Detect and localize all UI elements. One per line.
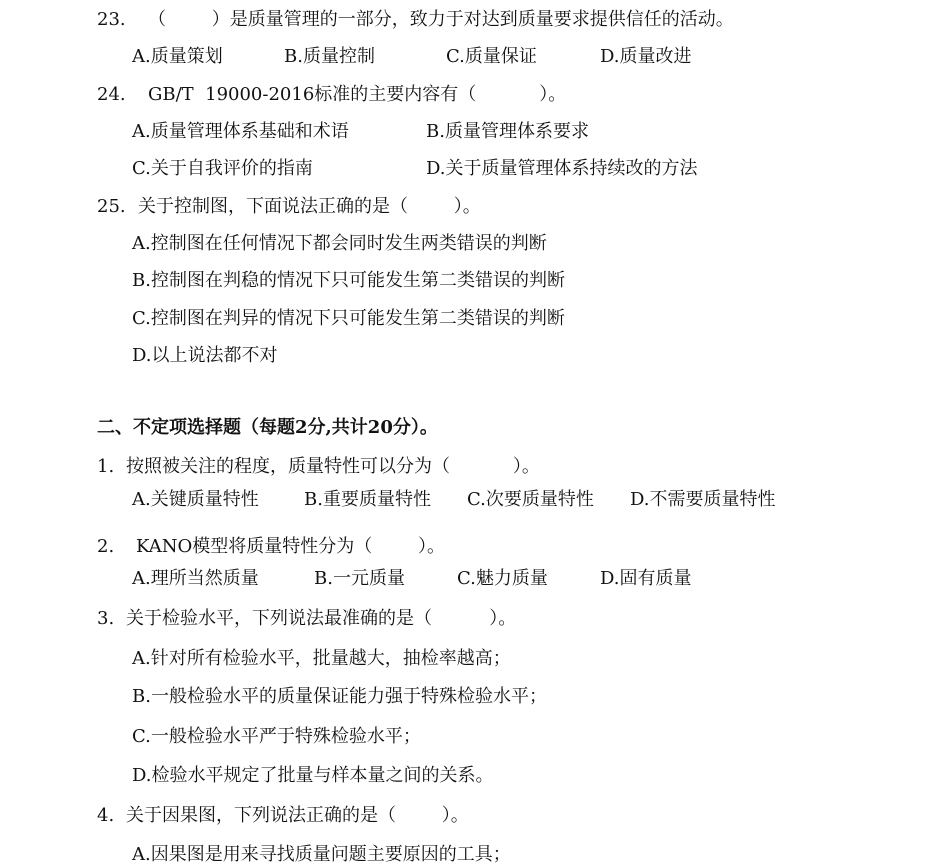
multi-question-2-option-c: C.魅力质量 bbox=[457, 568, 548, 589]
multi-question-1-stem: 按照被关注的程度，质量特性可以分为（ ）。 bbox=[126, 456, 540, 477]
multi-question-2-option-b: B.一元质量 bbox=[314, 568, 405, 589]
multi-question-3-option-c: C.一般检验水平严于特殊检验水平； bbox=[132, 726, 421, 747]
question-24-option-a: A.质量管理体系基础和术语 bbox=[132, 121, 349, 142]
question-23-option-c: C.质量保证 bbox=[446, 46, 537, 67]
question-25-stem: 关于控制图，下面说法正确的是（ ）。 bbox=[138, 196, 481, 217]
multi-question-4-number: 4. bbox=[97, 805, 115, 826]
question-23-option-a: A.质量策划 bbox=[132, 46, 223, 67]
multi-question-2-stem: KANO模型将质量特性分为（ ）。 bbox=[136, 536, 445, 557]
question-23-option-b: B.质量控制 bbox=[284, 46, 375, 67]
multi-question-1-option-c: C.次要质量特性 bbox=[467, 489, 594, 510]
multi-question-3-number: 3. bbox=[97, 608, 115, 629]
multi-question-2-number: 2. bbox=[97, 536, 115, 557]
question-23-number: 23. bbox=[97, 9, 126, 30]
multi-question-1-option-a: A.关键质量特性 bbox=[132, 489, 259, 510]
question-25-option-b: B.控制图在判稳的情况下只可能发生第二类错误的判断 bbox=[132, 270, 565, 291]
multi-question-1-number: 1. bbox=[97, 456, 115, 477]
question-24-stem: GB/T 19000-2016标准的主要内容有（ ）。 bbox=[148, 84, 567, 105]
question-23-stem: （ ）是质量管理的一部分，致力于对达到质量要求提供信任的活动。 bbox=[148, 9, 734, 30]
question-25-number: 25. bbox=[97, 196, 126, 217]
question-25-option-a: A.控制图在任何情况下都会同时发生两类错误的判断 bbox=[132, 233, 547, 254]
multi-question-1-option-b: B.重要质量特性 bbox=[304, 489, 431, 510]
question-24-option-b: B.质量管理体系要求 bbox=[426, 121, 589, 142]
multi-question-4-stem: 关于因果图，下列说法正确的是（ ）。 bbox=[126, 805, 469, 826]
question-24-number: 24. bbox=[97, 84, 126, 105]
multi-question-2-option-d: D.固有质量 bbox=[600, 568, 692, 589]
multi-question-3-stem: 关于检验水平，下列说法最准确的是（ ）。 bbox=[126, 608, 517, 629]
multi-question-2-option-a: A.理所当然质量 bbox=[132, 568, 259, 589]
question-25-option-d: D.以上说法都不对 bbox=[132, 345, 278, 366]
multi-question-1-option-d: D.不需要质量特性 bbox=[630, 489, 776, 510]
multi-question-3-option-d: D.检验水平规定了批量与样本量之间的关系。 bbox=[132, 765, 494, 786]
question-24-option-c: C.关于自我评价的指南 bbox=[132, 158, 313, 179]
multi-question-4-option-a: A.因果图是用来寻找质量问题主要原因的工具； bbox=[132, 844, 511, 865]
multi-question-3-option-a: A.针对所有检验水平，批量越大，抽检率越高； bbox=[132, 648, 511, 669]
section-heading: 二、不定项选择题（每题2分,共计20分）。 bbox=[97, 417, 438, 438]
question-24-option-d: D.关于质量管理体系持续改的方法 bbox=[426, 158, 698, 179]
question-23-option-d: D.质量改进 bbox=[600, 46, 692, 67]
multi-question-3-option-b: B.一般检验水平的质量保证能力强于特殊检验水平； bbox=[132, 686, 547, 707]
question-25-option-c: C.控制图在判异的情况下只可能发生第二类错误的判断 bbox=[132, 308, 565, 329]
